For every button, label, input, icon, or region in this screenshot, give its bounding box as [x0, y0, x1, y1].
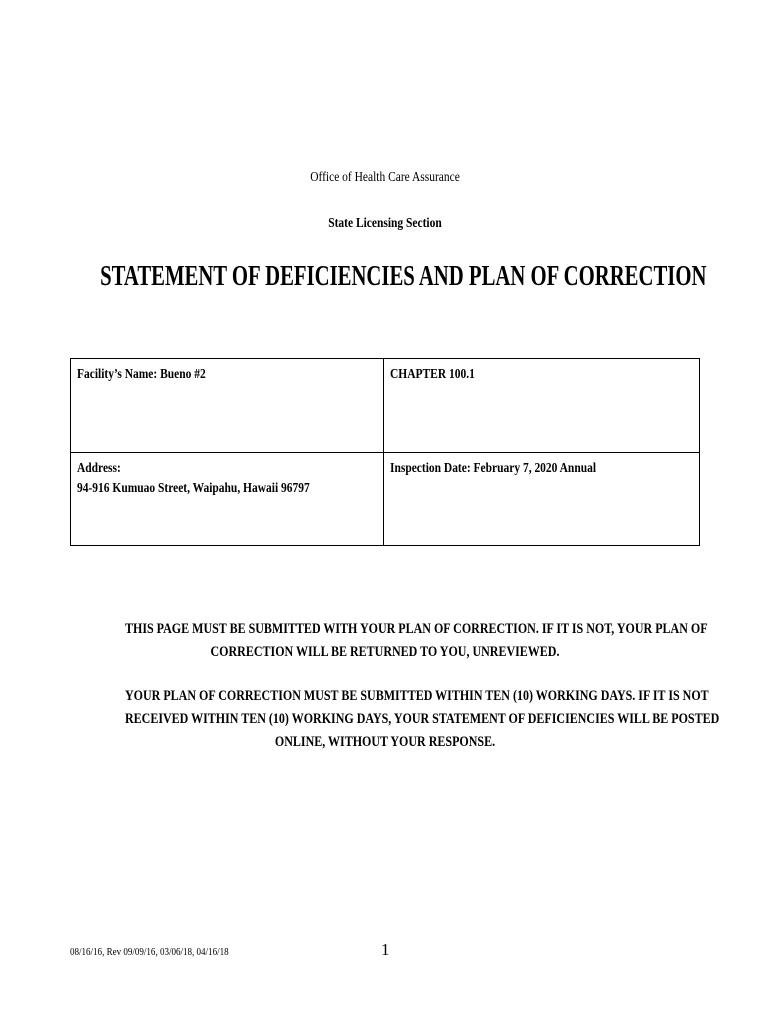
table-row — [71, 452, 700, 546]
address-label: Address: — [77, 460, 121, 476]
chapter: CHAPTER 100.1 — [390, 367, 475, 382]
revision-dates: 08/16/16, Rev 09/09/16, 03/06/18, 04/16/18 — [70, 946, 229, 958]
facility-info-table — [70, 358, 700, 546]
address-value: 94-916 Kumuao Street, Waipahu, Hawaii 96797 — [77, 480, 310, 496]
section-name: State Licensing Section — [328, 216, 442, 231]
deadline-notice — [60, 685, 720, 754]
notice-line: CORRECTION WILL BE RETURNED TO YOU, UNREVIEWED. — [210, 644, 560, 660]
table-row — [71, 359, 700, 453]
page-number: 1 — [381, 940, 390, 959]
inspection-date-cell — [384, 452, 700, 546]
notice-line: ONLINE, WITHOUT YOUR RESPONSE. — [274, 734, 496, 750]
address-cell — [71, 452, 384, 546]
document-title: STATEMENT OF DEFICIENCIES AND PLAN OF CORRECTION — [100, 261, 707, 292]
notice-line: RECEIVED WITHIN TEN (10) WORKING DAYS, YOUR STATEMENT OF DEFICIENCIES WILL BE POSTED — [125, 711, 720, 727]
notice-line: THIS PAGE MUST BE SUBMITTED WITH YOUR PLAN OF CORRECTION. IF IT IS NOT, YOUR PLAN OF — [125, 621, 708, 637]
facility-name-cell — [71, 359, 384, 453]
chapter-cell — [384, 359, 700, 453]
facility-name: Facility’s Name: Bueno #2 — [77, 367, 206, 382]
office-name: Office of Health Care Assurance — [310, 170, 460, 185]
notice-line: YOUR PLAN OF CORRECTION MUST BE SUBMITTED WITHIN TEN (10) WORKING DAYS. IF IT IS NOT — [125, 688, 709, 704]
inspection-date: Inspection Date: February 7, 2020 Annual — [390, 460, 597, 476]
submission-notice — [60, 618, 710, 664]
